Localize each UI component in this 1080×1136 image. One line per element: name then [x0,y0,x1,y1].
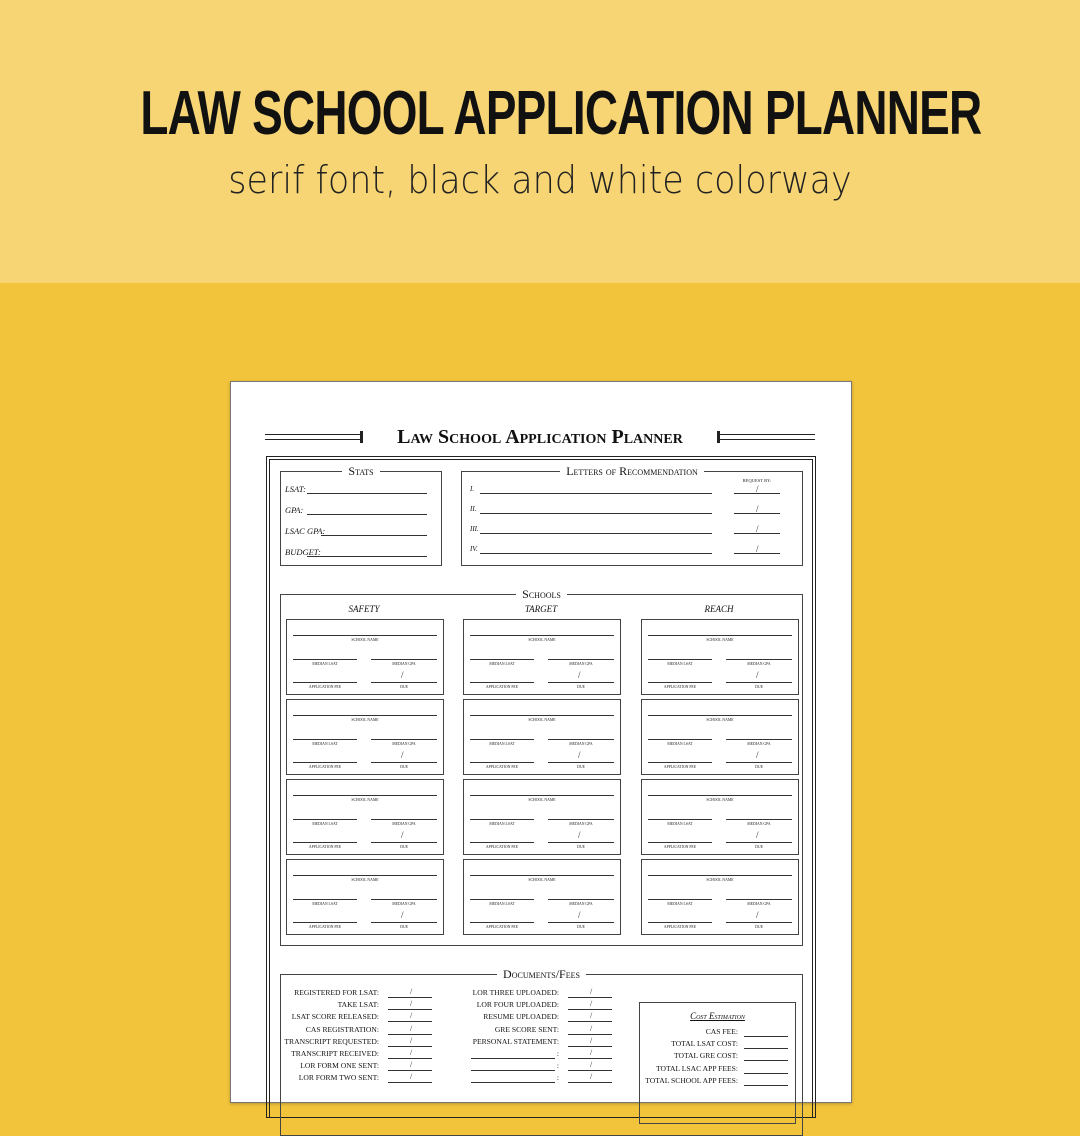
due-label: DUE [577,845,585,849]
app-fee-label: APPLICATION FEE [485,845,519,849]
app-fee-label: APPLICATION FEE [485,925,519,929]
cost-item-label: TOTAL LSAC APP FEES: [655,1063,738,1073]
median-lsat-label: MEDIAN LSAT [489,822,515,826]
school-column-label: TARGET [524,604,558,614]
cost-estimation-box [639,1002,796,1124]
lor-date-slash: / [756,484,759,494]
lor-number: II. [470,505,477,513]
docs-title: Documents/Fees [497,967,586,981]
school-name-label: SCHOOL NAME [706,798,734,802]
median-lsat-line [648,819,712,820]
school-card [641,859,799,935]
document-date-slash: / [410,1011,413,1021]
stat-label: LSAC GPA: [285,526,326,536]
custom-item-colon: : [556,1049,559,1058]
lor-date-slash: / [756,544,759,554]
document-date-line [568,997,612,998]
app-fee-label: APPLICATION FEE [663,925,697,929]
school-card [286,779,444,855]
app-fee-line [293,922,357,923]
school-column-label: REACH [704,604,734,614]
school-card [463,779,621,855]
median-gpa-label: MEDIAN GPA [747,662,771,666]
app-fee-line [293,762,357,763]
due-date-slash: / [756,910,759,920]
due-date-slash: / [578,670,581,680]
median-gpa-line [371,899,437,900]
school-name-line [648,875,792,876]
due-label: DUE [400,925,408,929]
median-gpa-label: MEDIAN GPA [569,822,593,826]
due-date-slash: / [756,830,759,840]
due-date-line [548,682,614,683]
median-lsat-line [293,659,357,660]
document-date-slash: / [410,999,413,1009]
lor-request-by-header: REQUEST BY: [742,478,772,483]
median-gpa-line [726,659,792,660]
document-date-line [568,1082,612,1083]
school-name-label: SCHOOL NAME [706,638,734,642]
document-date-slash: / [410,1023,413,1033]
app-fee-label: APPLICATION FEE [308,685,342,689]
document-item-label: LOR FORM ONE SENT: [300,1061,379,1071]
due-date-slash: / [756,670,759,680]
cost-item-label: TOTAL SCHOOL APP FEES: [645,1075,738,1085]
median-gpa-label: MEDIAN GPA [747,902,771,906]
median-gpa-line [548,899,614,900]
due-date-slash: / [578,830,581,840]
document-date-slash: / [590,1048,593,1057]
document-date-line [568,1070,612,1071]
due-date-slash: / [401,910,404,920]
document-date-line [568,1058,612,1059]
median-gpa-line [548,739,614,740]
median-lsat-label: MEDIAN LSAT [667,662,693,666]
banner-subtitle: serif font, black and white colorway [228,158,852,202]
custom-item-colon: : [556,1073,559,1083]
planner-sheet-preview [230,381,852,1103]
document-item-label: TRANSCRIPT RECEIVED: [291,1049,379,1058]
document-date-line [388,1009,432,1010]
due-date-line [726,762,792,763]
median-gpa-label: MEDIAN GPA [392,822,416,826]
document-item-label: TAKE LSAT: [337,1000,379,1010]
median-lsat-line [648,659,712,660]
custom-item-line [471,1082,555,1083]
median-gpa-label: MEDIAN GPA [392,742,416,746]
stats-title: Stats [342,464,379,478]
app-fee-line [470,762,534,763]
due-date-slash: / [401,670,404,680]
schools-box [280,587,803,946]
median-gpa-label: MEDIAN GPA [392,902,416,906]
median-lsat-line [470,739,534,740]
stats-box [280,464,442,566]
school-name-line [470,795,614,796]
median-gpa-label: MEDIAN GPA [569,662,593,666]
median-lsat-line [293,819,357,820]
median-lsat-line [648,899,712,900]
due-date-line [548,842,614,843]
stat-fill-line [307,514,427,515]
document-date-line [568,1021,612,1022]
document-item-label: LOR THREE UPLOADED: [472,988,559,997]
median-lsat-label: MEDIAN LSAT [312,902,338,906]
document-date-line [568,1034,612,1035]
school-name-line [470,875,614,876]
cost-item-label: TOTAL LSAT COST: [671,1039,738,1049]
school-card [641,619,799,695]
school-name-line [470,715,614,716]
schools-title: Schools [516,587,567,601]
lor-name-line [480,513,712,514]
lor-name-line [480,493,712,494]
document-item-label: LSAT SCORE RELEASED: [291,1012,379,1022]
median-lsat-line [293,899,357,900]
school-card [641,779,799,855]
due-date-line [371,762,437,763]
school-name-line [648,635,792,636]
document-item-label: REGISTERED FOR LSAT: [294,988,379,997]
document-date-slash: / [590,1060,593,1070]
app-fee-line [648,842,712,843]
median-gpa-label: MEDIAN GPA [569,742,593,746]
median-lsat-line [648,739,712,740]
due-date-line [371,682,437,683]
document-date-line [388,1021,432,1022]
app-fee-line [648,922,712,923]
due-label: DUE [577,765,585,769]
due-date-slash: / [578,910,581,920]
document-item-label: TRANSCRIPT REQUESTED: [284,1036,379,1046]
lor-box [461,464,803,566]
median-gpa-line [726,739,792,740]
document-date-slash: / [590,1072,593,1082]
document-date-slash: / [590,987,593,996]
due-date-line [548,922,614,923]
due-label: DUE [577,925,585,929]
median-gpa-line [371,739,437,740]
due-date-line [726,682,792,683]
document-item-label: CAS REGISTRATION: [305,1024,379,1034]
cost-amount-line [744,1085,788,1086]
stat-fill-line [307,493,427,494]
due-date-line [371,922,437,923]
stat-label: BUDGET: [285,547,321,557]
document-date-slash: / [590,1035,593,1045]
document-date-line [388,997,432,998]
header-banner [0,0,1080,283]
due-date-line [726,842,792,843]
median-lsat-label: MEDIAN LSAT [489,902,515,906]
app-fee-label: APPLICATION FEE [485,765,519,769]
due-label: DUE [755,765,763,769]
median-gpa-label: MEDIAN GPA [392,662,416,666]
cost-item-label: CAS FEE: [705,1027,738,1036]
sheet-title-bar [265,426,815,448]
stat-label: GPA: [285,505,304,515]
lor-date-slash: / [756,524,759,534]
document-item-label: GRE SCORE SENT: [494,1024,559,1034]
median-lsat-label: MEDIAN LSAT [312,662,338,666]
school-name-label: SCHOOL NAME [351,878,379,882]
due-label: DUE [400,685,408,689]
app-fee-line [293,842,357,843]
due-date-slash: / [578,750,581,760]
app-fee-line [293,682,357,683]
school-card [641,699,799,775]
school-name-line [293,875,437,876]
document-date-line [388,1046,432,1047]
median-lsat-line [293,739,357,740]
median-lsat-label: MEDIAN LSAT [312,742,338,746]
due-label: DUE [755,685,763,689]
cost-item-label: TOTAL GRE COST: [674,1051,738,1061]
stat-fill-line [321,535,427,536]
cost-title: Cost Estimation [690,1011,745,1021]
school-name-label: SCHOOL NAME [528,718,556,722]
documents-fees-box [280,967,803,1136]
median-lsat-label: MEDIAN LSAT [667,822,693,826]
school-name-label: SCHOOL NAME [528,798,556,802]
document-item-label: RESUME UPLOADED: [483,1012,559,1022]
school-name-label: SCHOOL NAME [706,718,734,722]
lor-title: Letters of Recommendation [560,464,704,478]
due-label: DUE [577,685,585,689]
custom-item-line [471,1070,555,1071]
lor-name-line [480,553,712,554]
median-lsat-label: MEDIAN LSAT [312,822,338,826]
due-label: DUE [755,845,763,849]
school-name-label: SCHOOL NAME [351,638,379,642]
due-label: DUE [400,765,408,769]
school-card [463,699,621,775]
document-date-slash: / [590,1011,593,1021]
title-rule-right [719,434,815,440]
due-date-line [548,762,614,763]
document-date-line [388,1034,432,1035]
median-gpa-label: MEDIAN GPA [747,822,771,826]
median-lsat-label: MEDIAN LSAT [489,742,515,746]
document-date-line [568,1009,612,1010]
median-gpa-line [726,819,792,820]
app-fee-line [648,762,712,763]
stat-label: LSAT: [285,484,306,494]
document-item-label: LOR FOUR UPLOADED: [476,1000,559,1010]
document-date-line [388,1070,432,1071]
document-date-line [388,1058,432,1059]
document-date-line [568,1046,612,1047]
due-label: DUE [755,925,763,929]
school-name-label: SCHOOL NAME [528,878,556,882]
school-card [286,859,444,935]
cost-amount-line [744,1073,788,1074]
median-gpa-label: MEDIAN GPA [569,902,593,906]
median-gpa-line [726,899,792,900]
school-name-label: SCHOOL NAME [351,718,379,722]
due-date-line [371,842,437,843]
school-name-label: SCHOOL NAME [528,638,556,642]
app-fee-line [648,682,712,683]
median-lsat-line [470,819,534,820]
document-date-slash: / [590,999,593,1009]
app-fee-line [470,682,534,683]
school-card [463,859,621,935]
document-item-label: PERSONAL STATEMENT: [472,1036,559,1046]
app-fee-label: APPLICATION FEE [308,925,342,929]
document-item-label: LOR FORM TWO SENT: [298,1073,379,1083]
median-gpa-line [371,819,437,820]
due-date-line [726,922,792,923]
lor-number: III. [470,525,479,533]
school-name-label: SCHOOL NAME [351,798,379,802]
banner-title: LAW SCHOOL APPLICATION PLANNER [140,79,982,148]
document-date-slash: / [410,987,413,996]
median-lsat-label: MEDIAN LSAT [667,902,693,906]
cost-amount-line [744,1060,788,1061]
median-gpa-line [548,659,614,660]
median-gpa-line [548,819,614,820]
custom-item-colon: : [556,1061,559,1071]
due-date-slash: / [401,830,404,840]
cost-amount-line [744,1048,788,1049]
app-fee-label: APPLICATION FEE [308,845,342,849]
school-card [286,699,444,775]
app-fee-label: APPLICATION FEE [308,765,342,769]
app-fee-line [470,842,534,843]
school-name-line [648,795,792,796]
school-card [286,619,444,695]
cost-amount-line [744,1036,788,1037]
lor-number: I. [470,485,475,493]
due-date-slash: / [756,750,759,760]
median-lsat-line [470,659,534,660]
median-lsat-label: MEDIAN LSAT [667,742,693,746]
median-lsat-line [470,899,534,900]
document-date-slash: / [410,1035,413,1045]
document-date-slash: / [590,1023,593,1033]
school-name-line [470,635,614,636]
school-card [463,619,621,695]
median-gpa-line [371,659,437,660]
app-fee-label: APPLICATION FEE [485,685,519,689]
due-label: DUE [400,845,408,849]
median-gpa-label: MEDIAN GPA [747,742,771,746]
app-fee-label: APPLICATION FEE [663,685,697,689]
document-date-slash: / [410,1048,413,1057]
app-fee-line [470,922,534,923]
school-name-line [648,715,792,716]
app-fee-label: APPLICATION FEE [663,765,697,769]
school-column-label: SAFETY [348,604,380,614]
school-name-line [293,635,437,636]
lor-number: IV. [470,545,478,553]
stat-fill-line [307,556,427,557]
document-date-slash: / [410,1072,413,1082]
school-name-line [293,795,437,796]
app-fee-label: APPLICATION FEE [663,845,697,849]
document-date-slash: / [410,1060,413,1070]
lor-name-line [480,533,712,534]
median-lsat-label: MEDIAN LSAT [489,662,515,666]
document-date-line [388,1082,432,1083]
custom-item-line [471,1058,555,1059]
school-name-line [293,715,437,716]
school-name-label: SCHOOL NAME [706,878,734,882]
lor-date-slash: / [756,504,759,514]
due-date-slash: / [401,750,404,760]
sheet-title: Law School Application Planner [397,426,683,448]
